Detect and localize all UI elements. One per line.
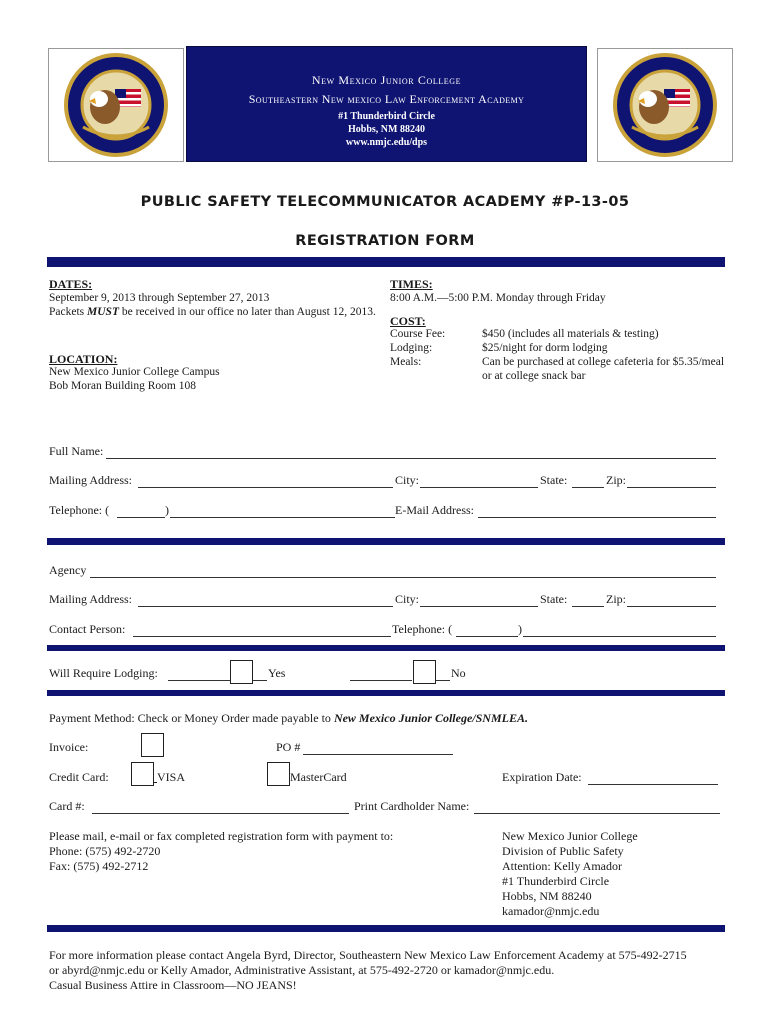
mail-phone: Phone: (575) 492-2720 xyxy=(49,844,161,858)
header-address: #1 Thunderbird Circle xyxy=(338,111,435,122)
visa-checkbox[interactable] xyxy=(131,762,154,786)
times-value: 8:00 A.M.—5:00 P.M. Monday through Friday xyxy=(390,292,606,304)
lodging-yes-label: Yes xyxy=(268,666,286,680)
telephone-paren: ) xyxy=(165,503,169,517)
cardholder-label: Print Cardholder Name: xyxy=(354,799,470,813)
mail-fax: Fax: (575) 492-2712 xyxy=(49,859,149,873)
payment-method: Payment Method: Check or Money Order made payable to New Mexico Junior College/SNMLEA. xyxy=(49,711,528,725)
card-number-field[interactable] xyxy=(92,813,349,814)
dates-range: September 9, 2013 through September 27, 2013 xyxy=(49,292,270,304)
agency-city-field[interactable] xyxy=(420,606,538,607)
email-field[interactable] xyxy=(478,517,716,518)
mail-email: kamador@nmjc.edu xyxy=(502,904,600,918)
city-label: City: xyxy=(395,473,420,487)
mastercard-checkbox[interactable] xyxy=(267,762,290,786)
header-city: Hobbs, NM 88240 xyxy=(348,124,425,135)
footer-contact-line2: or abyrd@nmjc.edu or Kelly Amador, Administrative Assistant, at 575-492-2720 or kamador@nmjc.edu. xyxy=(49,963,555,977)
contact-person-label: Contact Person: xyxy=(49,622,126,636)
location-heading: LOCATION: xyxy=(49,352,118,366)
agency-city-label: City: xyxy=(395,592,420,606)
full-name-field[interactable] xyxy=(106,458,716,459)
header-banner xyxy=(186,46,587,162)
agency-label: Agency xyxy=(49,563,87,577)
expiration-field[interactable] xyxy=(588,784,718,785)
po-label: PO # xyxy=(276,740,301,754)
mail-address-line: Attention: Kelly Amador xyxy=(502,859,622,873)
invoice-label: Invoice: xyxy=(49,740,89,754)
zip-label: Zip: xyxy=(606,473,626,487)
lodging-no-checkbox[interactable] xyxy=(413,660,436,684)
contact-person-field[interactable] xyxy=(133,636,391,637)
mail-instructions: Please mail, e-mail or fax completed registration form with payment to: xyxy=(49,829,394,843)
page-title: PUBLIC SAFETY TELECOMMUNICATOR ACADEMY #P-13-05 xyxy=(140,194,630,210)
agency-telephone-paren: ) xyxy=(518,622,522,636)
lodging-yes-line xyxy=(168,680,230,681)
telephone-area-field[interactable] xyxy=(117,517,165,518)
zip-field[interactable] xyxy=(627,487,716,488)
state-label: State: xyxy=(540,473,568,487)
agency-zip-label: Zip: xyxy=(606,592,626,606)
agency-state-label: State: xyxy=(540,592,568,606)
mail-address-line: New Mexico Junior College xyxy=(502,829,638,843)
city-field[interactable] xyxy=(420,487,538,488)
divider-bar xyxy=(47,257,725,267)
lodging-yes-line xyxy=(253,680,267,681)
state-field[interactable] xyxy=(572,487,604,488)
college-name: New Mexico Junior College xyxy=(311,73,462,87)
dates-deadline: Packets MUST be received in our office no later than August 12, 2013. xyxy=(49,306,376,318)
agency-state-field[interactable] xyxy=(572,606,604,607)
mailing-address-label: Mailing Address: xyxy=(49,473,132,487)
cost-value: or at college snack bar xyxy=(482,370,586,382)
mail-address-line: Hobbs, NM 88240 xyxy=(502,889,592,903)
agency-zip-field[interactable] xyxy=(627,606,716,607)
po-field[interactable] xyxy=(303,754,453,755)
location-line2: Bob Moran Building Room 108 xyxy=(49,380,196,392)
telephone-field[interactable] xyxy=(170,517,395,518)
footer-contact-line1: For more information please contact Angela Byrd, Director, Southeastern New Mexico Law Enforcement Academy at 575-492-2715 xyxy=(49,948,687,962)
academy-seal-right xyxy=(597,48,733,162)
agency-field[interactable] xyxy=(90,577,716,578)
academy-name: Southeastern New mexico Law Enforcement Academy xyxy=(248,92,525,106)
visa-label: VISA xyxy=(157,770,186,784)
dates-heading: DATES: xyxy=(49,277,93,291)
divider-bar xyxy=(47,645,725,651)
divider-bar xyxy=(47,925,725,932)
cost-heading: COST: xyxy=(390,314,426,328)
lodging-yes-checkbox[interactable] xyxy=(230,660,253,684)
divider-bar xyxy=(47,538,725,545)
form-subtitle: REGISTRATION FORM xyxy=(295,233,475,249)
telephone-label: Telephone: ( xyxy=(49,503,110,517)
expiration-label: Expiration Date: xyxy=(502,770,582,784)
cost-label: Meals: xyxy=(390,356,422,368)
mail-address-line: Division of Public Safety xyxy=(502,844,624,858)
lodging-label: Will Require Lodging: xyxy=(49,666,158,680)
full-name-label: Full Name: xyxy=(49,444,104,458)
lodging-no-line xyxy=(350,680,412,681)
agency-mailing-label: Mailing Address: xyxy=(49,592,132,606)
lodging-no-label: No xyxy=(451,666,466,680)
card-number-label: Card #: xyxy=(49,799,85,813)
credit-card-label: Credit Card: xyxy=(49,770,109,784)
header-website: www.nmjc.edu/dps xyxy=(345,137,428,148)
agency-telephone-area-field[interactable] xyxy=(456,636,518,637)
agency-mailing-field[interactable] xyxy=(138,606,393,607)
mailing-address-field[interactable] xyxy=(138,487,393,488)
lodging-no-line xyxy=(436,680,450,681)
cost-label: Course Fee: xyxy=(390,328,446,340)
divider-bar xyxy=(47,690,725,696)
cost-value: $450 (includes all materials & testing) xyxy=(482,328,659,340)
agency-telephone-field[interactable] xyxy=(523,636,716,637)
invoice-checkbox[interactable] xyxy=(141,733,164,757)
email-label: E-Mail Address: xyxy=(395,503,474,517)
academy-seal-left xyxy=(48,48,184,162)
footer-attire-note: Casual Business Attire in Classroom—NO JEANS! xyxy=(49,978,297,992)
mail-address-line: #1 Thunderbird Circle xyxy=(502,874,610,888)
cardholder-field[interactable] xyxy=(474,813,720,814)
agency-telephone-label: Telephone: ( xyxy=(392,622,453,636)
cost-label: Lodging: xyxy=(390,342,433,354)
times-heading: TIMES: xyxy=(390,277,433,291)
mastercard-label: MasterCard xyxy=(290,770,347,784)
cost-value: Can be purchased at college cafeteria for $5.35/meal xyxy=(482,356,725,368)
location-line1: New Mexico Junior College Campus xyxy=(49,366,220,378)
cost-value: $25/night for dorm lodging xyxy=(482,342,608,354)
